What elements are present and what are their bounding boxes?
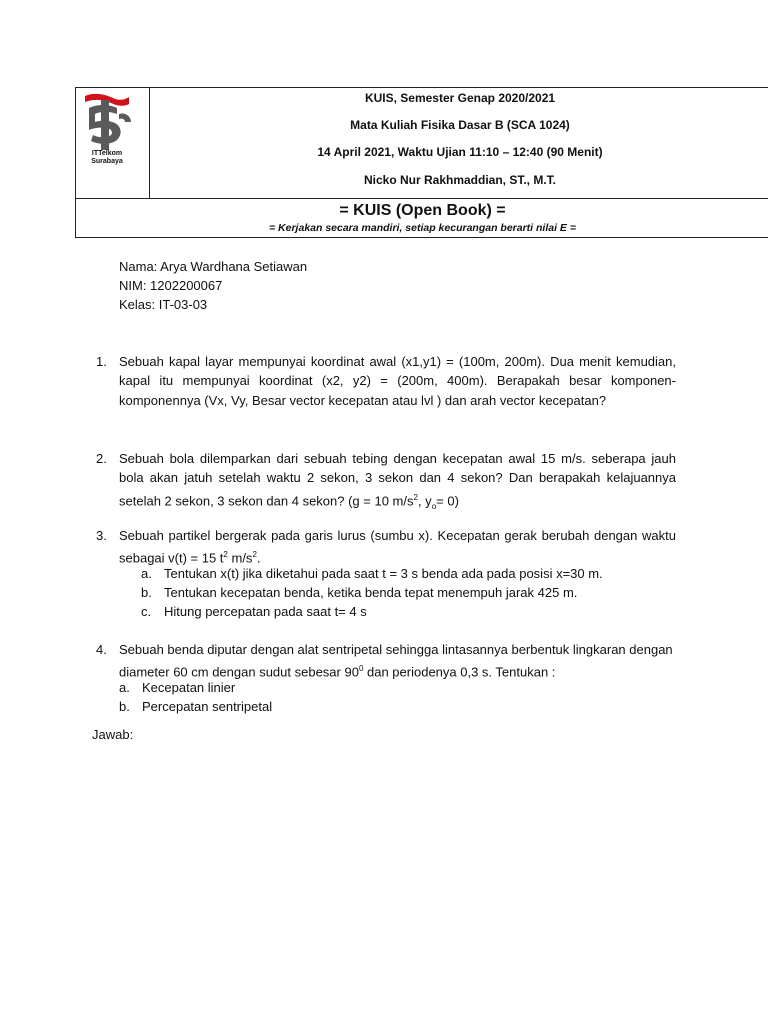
question-text-part: , y xyxy=(417,492,432,508)
question-number: 3. xyxy=(96,528,107,543)
question-text-part: = 0) xyxy=(436,492,459,508)
exam-semester: KUIS, Semester Genap 2020/2021 xyxy=(364,91,556,105)
item-label: c. xyxy=(141,604,152,619)
question-2 xyxy=(96,449,676,516)
question-text-part: Sebuah bola dilemparkan dari sebuah tebing dengan kecepatan awal 15 m/s. seberapa jauh bola akan jatuh setelah waktu 2 sekon, 3 sekon dan 4 sekon? Dan berapakah kelajuannya setelah 2 sekon, 3 sekon dan 4 sekon? (g = 10 m/s xyxy=(119,451,676,508)
logo-cell xyxy=(76,88,150,198)
item-text: Kecepatan linier xyxy=(142,680,236,695)
question-4-item-a xyxy=(119,678,235,698)
exam-header xyxy=(75,87,768,238)
exam-schedule: 14 April 2021, Waktu Ujian 11:10 – 12:40 (90 Menit) xyxy=(317,145,603,159)
item-text: Hitung percepatan pada saat t= 4 s xyxy=(164,604,367,619)
superscript: 2 xyxy=(413,492,418,502)
question-4-item-b xyxy=(119,697,272,717)
superscript: 0 xyxy=(358,664,364,674)
student-name: Nama: Arya Wardhana Setiawan xyxy=(119,259,308,274)
question-1 xyxy=(96,352,676,410)
subscript: o xyxy=(431,501,437,511)
question-text xyxy=(119,640,676,682)
question-3-item-a xyxy=(141,564,603,584)
question-4 xyxy=(96,640,676,682)
item-label: a. xyxy=(141,566,152,581)
question-text-part: m/s xyxy=(227,550,253,566)
item-text: Percepatan sentripetal xyxy=(142,699,273,714)
item-label: b. xyxy=(141,585,152,600)
answer-label: Jawab: xyxy=(92,727,134,742)
superscript: 2 xyxy=(223,550,228,560)
ittelkom-logo xyxy=(79,92,147,192)
logo-text-surabaya: Surabaya xyxy=(91,158,123,165)
item-label: a. xyxy=(119,680,130,695)
question-text-part: dan periodenya 0,3 s. Tentukan : xyxy=(363,664,556,680)
logo-text-ittelkom: ITTelkom xyxy=(91,150,123,157)
item-text: Tentukan x(t) jika diketahui pada saat t = 3 s benda ada pada posisi x=30 m. xyxy=(164,566,603,581)
question-number: 4. xyxy=(96,642,107,657)
question-text xyxy=(119,526,676,568)
question-number: 2. xyxy=(96,451,107,466)
exam-course: Mata Kuliah Fisika Dasar B (SCA 1024) xyxy=(350,118,570,132)
question-3-item-b xyxy=(141,583,577,603)
question-3-item-c xyxy=(141,602,367,622)
superscript: 2 xyxy=(252,550,257,560)
quiz-title: = KUIS (Open Book) = xyxy=(339,202,506,219)
question-text-part: . xyxy=(256,550,261,566)
logo-caption xyxy=(82,150,132,166)
question-text-part: Sebuah partikel bergerak pada garis lurus (sumbu x). Kecepatan gerak berubah dengan waktu sebagai v(t) = 15 t xyxy=(119,528,676,566)
exam-lecturer: Nicko Nur Rakhmaddian, ST., M.T. xyxy=(363,173,557,187)
question-3 xyxy=(96,526,676,568)
question-text: Sebuah kapal layar mempunyai koordinat awal (x1,y1) = (100m, 200m). Dua menit kemudian, kapal itu mempunyai koordinat (x2, y2) = (200m, 400m). Berapakah besar komponen-komponennya (Vx, Vy, Besar vector kecepatan atau lvl ) dan arah vector kecepatan? xyxy=(119,354,676,408)
question-text xyxy=(119,449,676,516)
item-text: Tentukan kecepatan benda, ketika benda tepat menempuh jarak 425 m. xyxy=(164,585,578,600)
header-divider xyxy=(76,198,768,199)
quiz-subtitle: = Kerjakan secara mandiri, setiap kecurangan berarti nilai E = xyxy=(269,222,576,234)
student-nim: NIM: 1202200067 xyxy=(119,278,223,293)
item-label: b. xyxy=(119,699,130,714)
question-number: 1. xyxy=(96,354,107,369)
question-text-part: Sebuah benda diputar dengan alat sentripetal sehingga lintasannya berbentuk lingkaran dengan diameter 60 cm dengan sudut sebesar 90 xyxy=(119,642,673,680)
student-class: Kelas: IT-03-03 xyxy=(119,297,208,312)
ittelkom-logo-icon xyxy=(79,92,147,152)
